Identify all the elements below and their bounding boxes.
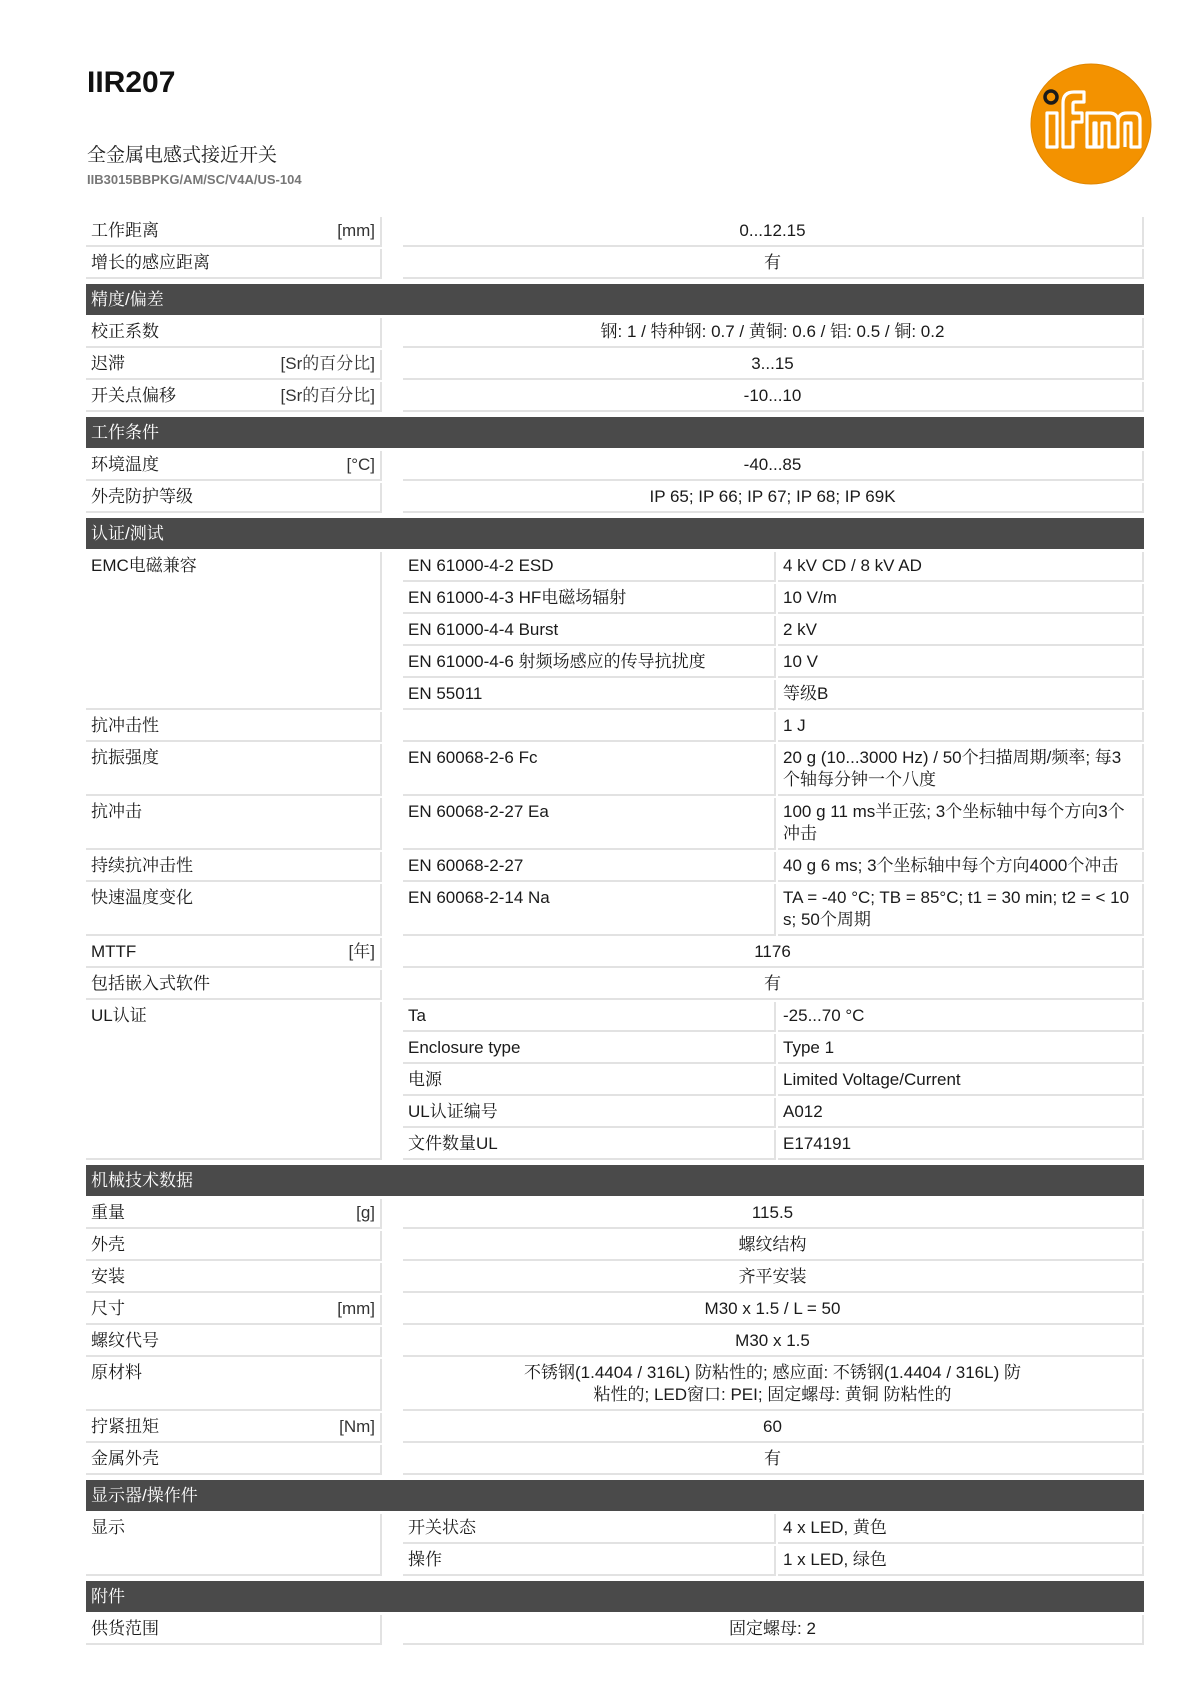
row-label: 重量 [g]	[86, 1199, 382, 1229]
section-conditions-header: 工作条件	[86, 417, 1144, 448]
sub-standard: 开关状态	[403, 1514, 776, 1544]
sub-row	[403, 648, 1144, 680]
sub-value: 100 g 11 ms半正弦; 3个坐标轴中每个方向3个冲击	[778, 798, 1144, 850]
section-display-header: 显示器/操作件	[86, 1480, 1144, 1511]
row-torque	[86, 1413, 1144, 1445]
row-housing	[86, 1231, 1144, 1263]
row-weight	[86, 1199, 1144, 1231]
row-ambient-temperature	[86, 451, 1144, 483]
sub-standard: Ta	[403, 1002, 776, 1032]
sub-value: 等级B	[778, 680, 1144, 710]
row-continuous-shock	[86, 852, 1144, 884]
row-value: 有	[403, 1445, 1144, 1475]
row-emc	[86, 552, 1144, 712]
spec-table	[86, 217, 1144, 1647]
row-temperature-change	[86, 884, 1144, 938]
row-value: 有	[403, 249, 1144, 279]
sub-standard: 操作	[403, 1546, 776, 1576]
row-operating-distance	[86, 217, 1144, 249]
sub-standard: UL认证编号	[403, 1098, 776, 1128]
row-dimensions	[86, 1295, 1144, 1327]
row-value: -10...10	[403, 382, 1144, 412]
sub-value: Type 1	[778, 1034, 1144, 1064]
row-label: 原材料	[86, 1359, 382, 1411]
row-label: 螺纹代号	[86, 1327, 382, 1357]
sub-standard: EN 60068-2-6 Fc	[403, 744, 776, 796]
row-label: UL认证	[86, 1002, 382, 1160]
sub-row	[403, 616, 1144, 648]
row-label: 迟滞 [Sr的百分比]	[86, 350, 382, 380]
sub-standard: EN 61000-4-3 HF电磁场辐射	[403, 584, 776, 614]
row-label: 安装	[86, 1263, 382, 1293]
sub-value: 4 kV CD / 8 kV AD	[778, 552, 1144, 582]
row-value: 1176	[403, 938, 1144, 968]
row-value: 不锈钢(1.4404 / 316L) 防粘性的; 感应面: 不锈钢(1.4404 / 316L) 防粘性的; LED窗口: PEI; 固定螺母: 黄铜 防粘性的	[403, 1359, 1144, 1411]
sub-standard: EN 60068-2-27	[403, 852, 776, 882]
sub-value: TA = -40 °C; TB = 85°C; t1 = 30 min; t2 = < 10 s; 50个周期	[778, 884, 1144, 936]
sub-row	[403, 584, 1144, 616]
row-value: -40...85	[403, 451, 1144, 481]
row-materials	[86, 1359, 1144, 1413]
row-label: 增长的感应距离	[86, 249, 382, 279]
sub-row	[403, 680, 1144, 712]
sub-value: 2 kV	[778, 616, 1144, 646]
row-switch-point-drift	[86, 382, 1144, 414]
sub-standard: Enclosure type	[403, 1034, 776, 1064]
row-value: 固定螺母: 2	[403, 1615, 1144, 1645]
sub-standard: EN 61000-4-2 ESD	[403, 552, 776, 582]
row-label: 工作距离 [mm]	[86, 217, 382, 247]
row-label: EMC电磁兼容	[86, 552, 382, 710]
sub-value: 1 x LED, 绿色	[778, 1546, 1144, 1576]
sub-row	[403, 552, 1144, 584]
row-protection-rating	[86, 483, 1144, 515]
sub-value: 10 V	[778, 648, 1144, 678]
sub-value: Limited Voltage/Current	[778, 1066, 1144, 1096]
row-value: 齐平安装	[403, 1263, 1144, 1293]
row-label: 环境温度 [°C]	[86, 451, 382, 481]
row-value: M30 x 1.5 / L = 50	[403, 1295, 1144, 1325]
sub-standard: EN 60068-2-14 Na	[403, 884, 776, 936]
row-label: 金属外壳	[86, 1445, 382, 1475]
sub-value: 4 x LED, 黄色	[778, 1514, 1144, 1544]
sub-standard	[403, 712, 776, 742]
row-label: 抗冲击	[86, 798, 382, 850]
row-value: 螺纹结构	[403, 1231, 1144, 1261]
section-accessories-header: 附件	[86, 1581, 1144, 1612]
row-scope-of-delivery	[86, 1615, 1144, 1647]
sub-standard: 电源	[403, 1066, 776, 1096]
product-description: 全金属电感式接近开关	[87, 145, 278, 166]
logo-disc	[1031, 64, 1151, 184]
emc-subtable	[403, 552, 1144, 712]
row-label: 尺寸 [mm]	[86, 1295, 382, 1325]
row-value: IP 65; IP 66; IP 67; IP 68; IP 69K	[403, 483, 1144, 513]
row-label: 开关点偏移 [Sr的百分比]	[86, 382, 382, 412]
row-label: MTTF [年]	[86, 938, 382, 968]
row-value: 0...12.15	[403, 217, 1144, 247]
row-value: 60	[403, 1413, 1144, 1443]
sub-standard: 文件数量UL	[403, 1130, 776, 1160]
row-metal-housing	[86, 1445, 1144, 1477]
row-ul	[86, 1002, 1144, 1162]
sub-value: A012	[778, 1098, 1144, 1128]
row-correction-factor	[86, 318, 1144, 350]
row-label: 快速温度变化	[86, 884, 382, 936]
row-value: 有	[403, 970, 1144, 1000]
row-mounting	[86, 1263, 1144, 1295]
row-value: 3...15	[403, 350, 1144, 380]
sub-value: 1 J	[778, 712, 1144, 742]
ifm-logo	[1030, 63, 1152, 185]
article-code: IIB3015BBPKG/AM/SC/V4A/US-104	[87, 172, 302, 187]
sub-value: 10 V/m	[778, 584, 1144, 614]
product-code: IIR207	[87, 66, 176, 99]
row-label: 持续抗冲击性	[86, 852, 382, 882]
row-increased-distance	[86, 249, 1144, 281]
ul-subtable	[403, 1002, 1144, 1162]
row-display	[86, 1514, 1144, 1578]
row-vibration	[86, 744, 1144, 798]
section-tests-header: 认证/测试	[86, 518, 1144, 549]
sub-value: -25...70 °C	[778, 1002, 1144, 1032]
row-shock	[86, 798, 1144, 852]
section-accuracy-header: 精度/偏差	[86, 284, 1144, 315]
sub-standard: EN 60068-2-27 Ea	[403, 798, 776, 850]
row-label: 拧紧扭矩 [Nm]	[86, 1413, 382, 1443]
sub-value: 40 g 6 ms; 3个坐标轴中每个方向4000个冲击	[778, 852, 1144, 882]
sub-value: 20 g (10...3000 Hz) / 50个扫描周期/频率; 每3个轴每分钟一个八度	[778, 744, 1144, 796]
row-label: 外壳防护等级	[86, 483, 382, 513]
row-label: 供货范围	[86, 1615, 382, 1645]
sub-standard: EN 61000-4-4 Burst	[403, 616, 776, 646]
row-value: 115.5	[403, 1199, 1144, 1229]
row-label: 显示	[86, 1514, 382, 1576]
row-thread	[86, 1327, 1144, 1359]
sub-standard: EN 61000-4-6 射频场感应的传导抗扰度	[403, 648, 776, 678]
sub-value: E174191	[778, 1130, 1144, 1160]
row-label: 抗冲击性	[86, 712, 382, 742]
row-label: 校正系数	[86, 318, 382, 348]
row-embedded-software	[86, 970, 1144, 1002]
row-mttf	[86, 938, 1144, 970]
row-value: M30 x 1.5	[403, 1327, 1144, 1357]
row-label: 外壳	[86, 1231, 382, 1261]
sub-standard: EN 55011	[403, 680, 776, 710]
row-hysteresis	[86, 350, 1144, 382]
section-mechanical-header: 机械技术数据	[86, 1165, 1144, 1196]
row-label: 包括嵌入式软件	[86, 970, 382, 1000]
row-label: 抗振强度	[86, 744, 382, 796]
row-impact-resistance	[86, 712, 1144, 744]
row-value: 钢: 1 / 特种钢: 0.7 / 黄铜: 0.6 / 铝: 0.5 / 铜: 0.2	[403, 318, 1144, 348]
